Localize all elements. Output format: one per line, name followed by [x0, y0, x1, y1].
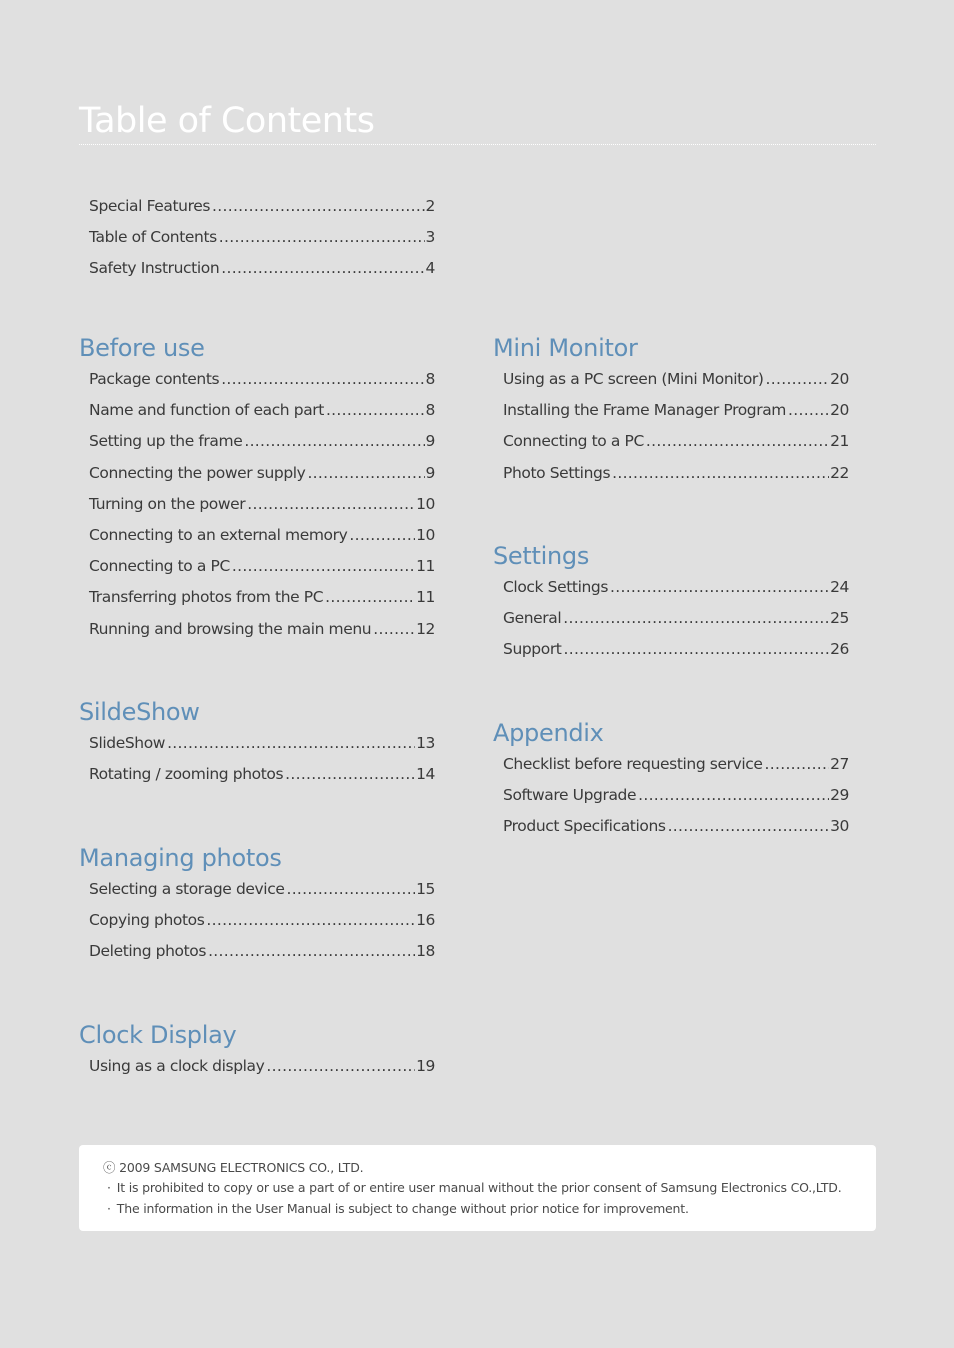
toc-entry: [503, 426, 849, 457]
section-settings: [493, 541, 849, 666]
page-title: Table of Contents: [79, 101, 375, 141]
bullet: ·: [107, 1201, 111, 1216]
entry-label: Package contents: [89, 370, 220, 388]
toc-entry: [503, 811, 849, 842]
toc-entry: [89, 936, 435, 967]
toc-entry: [89, 364, 435, 395]
section-title: Clock Display: [79, 1021, 237, 1049]
dot-leader: [646, 426, 829, 457]
entry-list: [503, 749, 849, 843]
entry-list: [89, 1051, 435, 1082]
entry-page-number: 19: [416, 1057, 435, 1075]
entry-label: Connecting to an external memory: [89, 525, 348, 544]
entry-list: [503, 364, 849, 489]
toc-entry: [503, 395, 849, 426]
toc-entry: [503, 634, 849, 665]
entry-label: Transferring photos from the PC: [89, 588, 324, 607]
entry-label: Deleting photos: [89, 942, 207, 961]
dot-leader: [219, 222, 425, 253]
dot-leader: [208, 936, 415, 967]
toc-entry: [89, 1051, 435, 1082]
entry-list: [89, 364, 435, 645]
toc-entry: [503, 458, 849, 489]
entry-page-number: 26: [830, 640, 849, 659]
dot-leader: [325, 582, 415, 613]
entry-page-number: 11: [416, 557, 435, 576]
entry-label: Support: [503, 640, 562, 659]
entry-page-number: 15: [416, 880, 435, 898]
entry-page-number: 10: [416, 494, 435, 513]
intro-block: [79, 191, 435, 285]
dot-leader: [167, 728, 415, 759]
entry-page-number: 16: [416, 911, 435, 930]
dot-leader: [221, 253, 424, 284]
entry-label: Name and function of each part: [89, 401, 324, 420]
dot-leader: [247, 489, 415, 520]
toc-entry: [89, 728, 435, 759]
toc-entry: [89, 458, 435, 489]
dot-leader: [612, 458, 829, 489]
section-title: SildeShow: [79, 698, 200, 726]
entry-label: Checklist before requesting service: [503, 755, 763, 773]
section-managing-photos: [79, 843, 435, 968]
entry-page-number: 13: [416, 734, 435, 752]
entry-label: Table of Contents: [89, 228, 217, 247]
bullet: ·: [107, 1180, 111, 1195]
entry-page-number: 10: [416, 525, 435, 544]
entry-label: Safety Instruction: [89, 259, 220, 278]
entry-page-number: 27: [830, 755, 849, 773]
entry-page-number: 20: [830, 370, 849, 388]
entry-list: [503, 572, 849, 666]
entry-page-number: 4: [425, 259, 435, 278]
entry-label: Setting up the frame: [89, 432, 243, 451]
copyright-note: [107, 1201, 689, 1216]
entry-label: Connecting the power supply: [89, 463, 306, 482]
entry-label: Special Features: [89, 197, 211, 215]
entry-page-number: 18: [416, 942, 435, 961]
entry-page-number: 25: [830, 609, 849, 628]
dot-leader: [668, 811, 829, 842]
entry-page-number: 21: [830, 432, 849, 451]
toc-entry: [503, 572, 849, 603]
section-slideshow: [79, 697, 435, 790]
section-title: Before use: [79, 334, 205, 362]
note-text: It is prohibited to copy or use a part of or entire user manual without the prior consent of Samsung Electronics CO.,LTD.: [116, 1180, 842, 1195]
dot-leader: [638, 780, 829, 811]
dot-leader: [563, 603, 829, 634]
entry-page-number: 12: [416, 619, 435, 638]
toc-entry: [89, 759, 435, 790]
toc-entry: [89, 253, 435, 284]
section-title: Mini Monitor: [493, 334, 638, 362]
dot-leader: [765, 749, 830, 780]
toc-entry: [89, 395, 435, 426]
entry-list: [89, 728, 435, 790]
entry-label: Copying photos: [89, 911, 205, 930]
entry-label: Connecting to a PC: [503, 432, 644, 451]
toc-entry: [503, 603, 849, 634]
entry-page-number: 8: [425, 370, 435, 388]
entry-label: Running and browsing the main menu: [89, 619, 372, 638]
entry-page-number: 11: [416, 588, 435, 607]
entry-label: Rotating / zooming photos: [89, 765, 284, 784]
toc-entry: [89, 520, 435, 551]
entry-label: Selecting a storage device: [89, 880, 285, 898]
dot-leader: [221, 364, 424, 395]
entry-page-number: 9: [425, 463, 435, 482]
dot-leader: [349, 520, 415, 551]
note-text: The information in the User Manual is subject to change without prior notice for improvement.: [116, 1201, 689, 1216]
dot-leader: [373, 614, 415, 645]
toc-entry: [503, 780, 849, 811]
entry-label: Installing the Frame Manager Program: [503, 401, 787, 420]
entry-page-number: 3: [425, 228, 435, 247]
dot-leader: [766, 364, 830, 395]
entry-page-number: 20: [830, 401, 849, 420]
toc-entry: [89, 489, 435, 520]
entry-label: Clock Settings: [503, 578, 609, 596]
dot-leader: [610, 572, 829, 603]
section-title: Managing photos: [79, 844, 282, 872]
dot-leader: [326, 395, 425, 426]
entry-page-number: 24: [830, 578, 849, 596]
entry-label: Using as a PC screen (Mini Monitor): [503, 370, 764, 388]
section-title: Settings: [493, 542, 590, 570]
entry-page-number: 30: [830, 817, 849, 836]
copyright-text: ⓒ 2009 SAMSUNG ELECTRONICS CO., LTD.: [103, 1160, 364, 1175]
toc-entry: [89, 874, 435, 905]
entry-page-number: 29: [830, 786, 849, 805]
entry-label: Software Upgrade: [503, 786, 637, 805]
toc-entry: [89, 614, 435, 645]
toc-entry: [89, 582, 435, 613]
toc-entry: [89, 551, 435, 582]
entry-label: Turning on the power: [89, 494, 246, 513]
entry-label: Connecting to a PC: [89, 557, 230, 576]
copyright-note: [107, 1180, 841, 1195]
toc-entry: [89, 426, 435, 457]
entry-label: Using as a clock display: [89, 1057, 265, 1075]
toc-entry: [89, 191, 435, 222]
dot-leader: [788, 395, 829, 426]
entry-label: SlideShow: [89, 734, 166, 752]
copyright-box: [79, 1145, 876, 1231]
dot-leader: [563, 634, 829, 665]
dot-leader: [286, 874, 415, 905]
entry-label: Product Specifications: [503, 817, 666, 836]
toc-entry: [503, 749, 849, 780]
dot-leader: [266, 1051, 415, 1082]
entry-page-number: 9: [425, 432, 435, 451]
dot-leader: [244, 426, 424, 457]
dot-leader: [232, 551, 415, 582]
title-divider: [79, 144, 876, 145]
entry-label: Photo Settings: [503, 463, 611, 482]
dot-leader: [307, 458, 424, 489]
toc-entry: [89, 905, 435, 936]
entry-page-number: 22: [830, 463, 849, 482]
dot-leader: [212, 191, 425, 222]
section-appendix: [493, 718, 849, 843]
entry-page-number: 2: [425, 197, 435, 215]
entry-list: [89, 874, 435, 968]
entry-page-number: 8: [425, 401, 435, 420]
section-mini-monitor: [493, 333, 849, 489]
dot-leader: [206, 905, 415, 936]
section-before-use: [79, 333, 435, 645]
entry-list: [89, 191, 435, 285]
entry-label: General: [503, 609, 562, 628]
toc-entry: [503, 364, 849, 395]
section-clock-display: [79, 1020, 435, 1082]
dot-leader: [285, 759, 415, 790]
toc-entry: [89, 222, 435, 253]
section-title: Appendix: [493, 719, 604, 747]
entry-page-number: 14: [416, 765, 435, 784]
